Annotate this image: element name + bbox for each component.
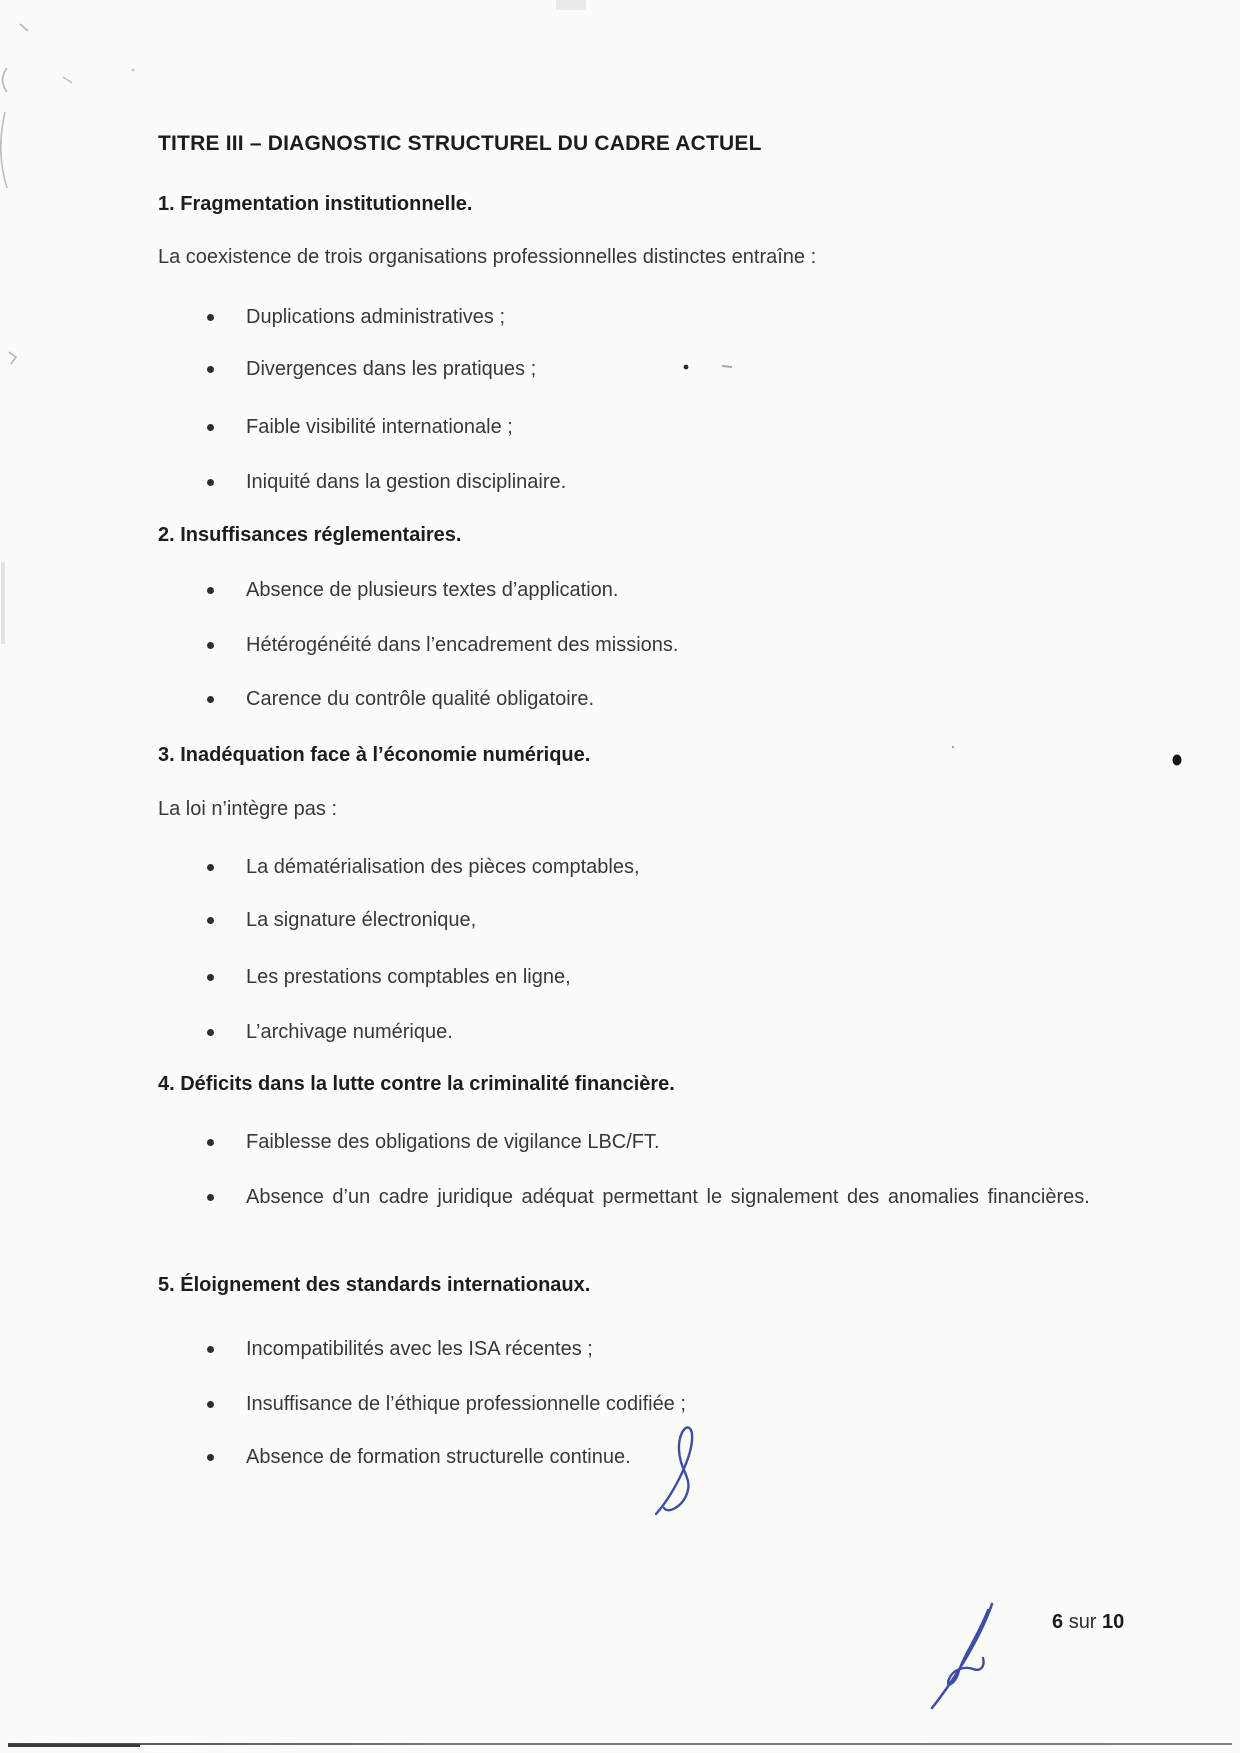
scan-edge-line: [8, 1743, 1232, 1745]
bullet-icon: [207, 1194, 214, 1201]
bullet-text: Incompatibilités avec les ISA récentes ;: [246, 1338, 593, 1360]
bullet-icon: [207, 1454, 214, 1461]
bullet-text: La dématérialisation des pièces comptables,: [246, 856, 640, 878]
bullet-item: [206, 1177, 1093, 1217]
bullet-icon: [207, 1346, 214, 1353]
bullet-icon: [207, 642, 214, 649]
bullet-text: Iniquité dans la gestion disciplinaire.: [246, 471, 567, 493]
page-number: [1052, 1610, 1124, 1634]
scan-artifact-top-strip: [556, 0, 586, 10]
bullet-icon: [207, 587, 214, 594]
bullet-item: [206, 633, 678, 657]
section-heading-5: 5. Éloignement des standards internationaux.: [158, 1274, 591, 1296]
bullet-text: La signature électronique,: [246, 909, 477, 931]
bullet-icon: [207, 366, 214, 373]
bullet-icon: [207, 1401, 214, 1408]
bullet-item: [206, 855, 640, 879]
bullet-item: [206, 1392, 686, 1416]
section-heading-1: 1. Fragmentation institutionnelle.: [158, 193, 473, 215]
bullet-text: Faible visibilité internationale ;: [246, 416, 513, 438]
bullet-icon: [207, 314, 214, 321]
bullet-text: Insuffisance de l’éthique professionnelle codifiée ;: [246, 1393, 686, 1415]
bullet-item: [206, 1020, 453, 1044]
bullet-icon: [207, 1139, 214, 1146]
bullet-text: Duplications administratives ;: [246, 306, 505, 328]
inline-signature-paraph: [648, 1420, 720, 1522]
scan-artifact-streak: [1, 562, 5, 644]
section-heading-4: 4. Déficits dans la lutte contre la criminalité financière.: [158, 1073, 675, 1095]
bullet-icon: [207, 974, 214, 981]
bullet-text: Faiblesse des obligations de vigilance LBC/FT.: [246, 1131, 660, 1153]
bullet-text: Absence d’un cadre juridique adéquat permettant le signalement des anomalies financières.: [246, 1186, 1090, 1208]
bullet-item: [206, 1337, 593, 1361]
bullet-icon: [207, 917, 214, 924]
bullet-icon: [207, 864, 214, 871]
bullet-item: [206, 578, 618, 602]
bullet-text: Divergences dans les pratiques ;: [246, 358, 537, 380]
footer-signature-paraph: [928, 1596, 1020, 1712]
bullet-text: Absence de formation structurelle continue.: [246, 1446, 631, 1468]
bullet-item: [206, 415, 513, 439]
bullet-text: L’archivage numérique.: [246, 1021, 453, 1043]
page-number-current: 6: [1052, 1611, 1064, 1633]
bullet-item: [206, 357, 536, 381]
bullet-icon: [207, 479, 214, 486]
bullet-item: [206, 908, 476, 932]
section-heading-2: 2. Insuffisances réglementaires.: [158, 524, 462, 546]
scan-edge-line-dark: [8, 1744, 140, 1747]
bullet-item: [206, 687, 594, 711]
bullet-text: Carence du contrôle qualité obligatoire.: [246, 688, 594, 710]
section-intro-1: La coexistence de trois organisations professionnelles distinctes entraîne :: [158, 246, 817, 268]
page-number-total: 10: [1102, 1611, 1125, 1633]
section-heading-3: 3. Inadéquation face à l’économie numérique.: [158, 744, 591, 766]
bullet-text: Hétérogénéité dans l’encadrement des missions.: [246, 634, 679, 656]
page-number-separator: sur: [1068, 1611, 1097, 1633]
bullet-item: [206, 965, 571, 989]
bullet-item: [206, 470, 566, 494]
bullet-item: [206, 1130, 660, 1154]
bullet-text: Les prestations comptables en ligne,: [246, 966, 571, 988]
bullet-icon: [207, 696, 214, 703]
bullet-text: Absence de plusieurs textes d’application.: [246, 579, 619, 601]
scan-artifact-ink-dot: [1173, 755, 1182, 766]
scan-artifact-ink-speck: [684, 365, 689, 370]
bullet-item: [206, 1445, 631, 1469]
section-intro-3: La loi n’intègre pas :: [158, 798, 338, 820]
bullet-icon: [207, 424, 214, 431]
bullet-item: [206, 305, 505, 329]
bullet-icon: [207, 1029, 214, 1036]
document-title: TITRE III – DIAGNOSTIC STRUCTUREL DU CADRE ACTUEL: [158, 132, 762, 155]
